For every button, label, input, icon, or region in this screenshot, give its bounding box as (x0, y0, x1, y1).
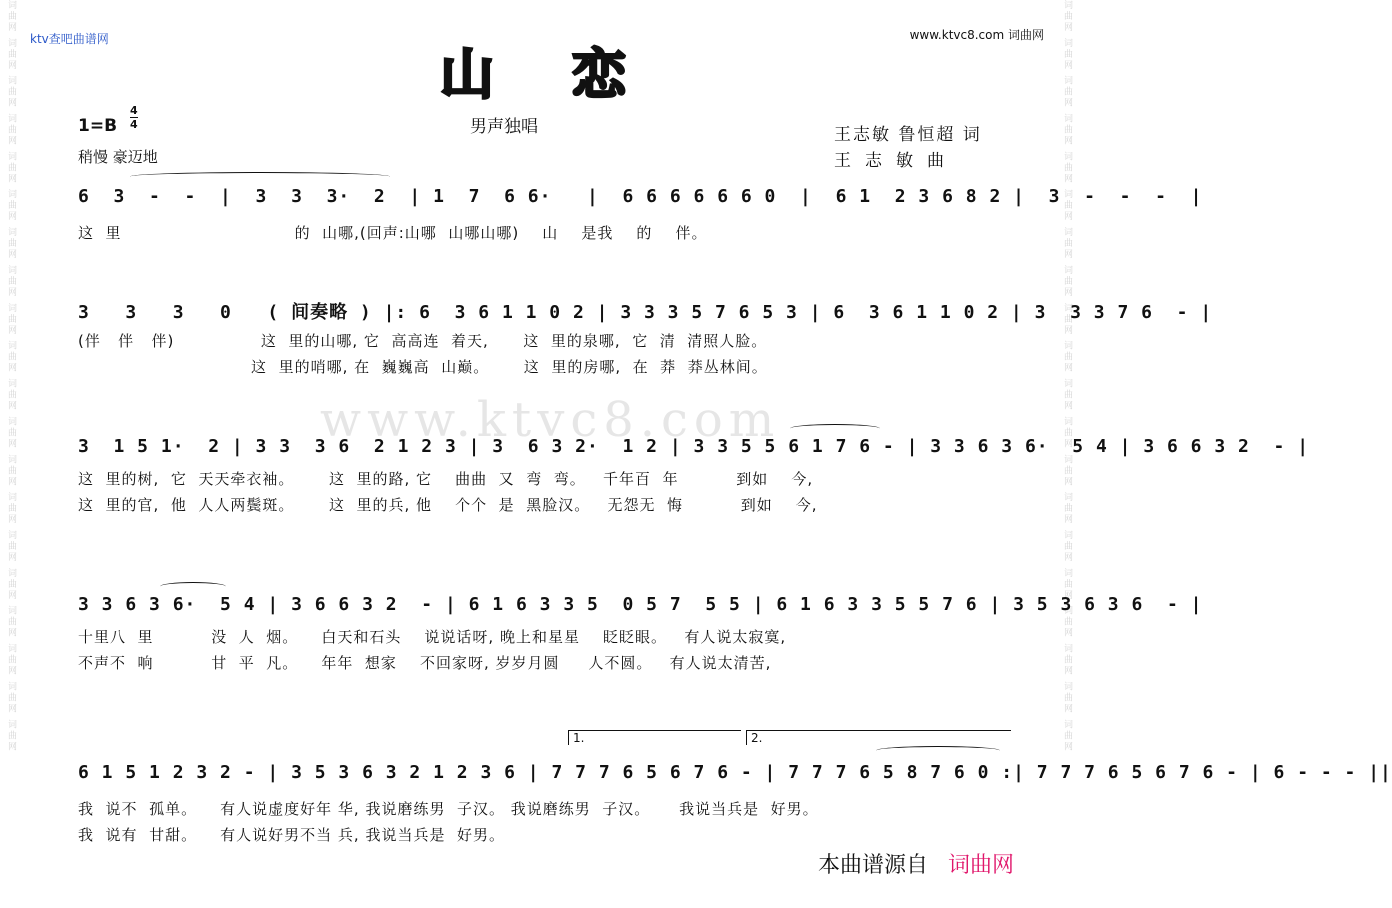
lyricist-credit: 王志敏 鲁恒超 词 (834, 125, 982, 145)
source-label: 本曲谱源自 (818, 853, 929, 878)
lyric-line-2a: (伴 伴 伴) 这 里的山哪, 它 高高连 着天, 这 里的泉哪, 它 清 清照人脸。 (78, 332, 768, 350)
performance-type: 男声独唱 (470, 117, 538, 137)
song-title: 山恋 (440, 43, 704, 106)
composer-credit: 王志敏曲 (834, 151, 958, 171)
notation-line-2: 3 3 3 0 ( 间奏略 ) |: 6 3 6 1 1 0 2 | 3 3 3 5 7 6 5 3 | 6 3 6 1 1 0 2 | 3 3 3 7 6 - | (78, 302, 1213, 323)
lyric-line-4a: 十里八 里 没 人 烟。 白天和石头 说说话呀, 晚上和星星 眨眨眼。 有人说太寂寞, (78, 628, 787, 646)
lyric-line-2b: 这 里的哨哪, 在 巍巍高 山巅。 这 里的房哪, 在 莽 莽丛林间。 (78, 358, 768, 376)
side-watermark-left: 词曲网 词曲网 词曲网 词曲网 词曲网 词曲网 词曲网 词曲网 词曲网 词曲网 词曲网 词曲网 词曲网 词曲网 词曲网 词曲网 词曲网 词曲网 词曲网 词曲网 (6, 0, 16, 753)
site-link-left[interactable]: ktv查吧曲谱网 (30, 32, 109, 46)
volta-second: 2. (746, 730, 1011, 745)
site-link-right[interactable]: www.ktvc8.com 词曲网 (909, 28, 1044, 42)
watermark: www.ktvc8.com (320, 392, 781, 448)
slur (130, 172, 390, 181)
volta-first: 1. (568, 730, 741, 745)
notation-line-5: 6 1 5 1 2 3 2 - | 3 5 3 6 3 2 1 2 3 6 | 7 7 7 6 5 6 7 6 - | 7 7 7 6 5 8 7 6 0 :| 7 7 7 6 5 6 7 6 - | 6 - - - || (78, 762, 1392, 783)
tempo-marking: 稍慢 豪迈地 (78, 148, 158, 166)
lyric-line-5a: 我 说不 孤单。 有人说虚度好年 华, 我说磨练男 子汉。 我说磨练男 子汉。 我说当兵是 好男。 (78, 800, 819, 818)
lyric-line-3a: 这 里的树, 它 天天牵衣袖。 这 里的路, 它 曲曲 又 弯 弯。 千年百 年 到如 今, (78, 470, 814, 488)
notation-line-3: 3 1 5 1· 2 | 3 3 3 6 2 1 2 3 | 3 6 3 2· 1 2 | 3 3 5 5 6 1 7 6 - | 3 3 6 3 6· 5 4 | 3 6 6 3 2 - | (78, 436, 1310, 457)
time-numerator: 4 (130, 104, 138, 117)
slur (160, 582, 226, 591)
slur (790, 424, 880, 433)
time-signature (130, 104, 138, 131)
lyric-line-4b: 不声不 响 甘 平 凡。 年年 想家 不回家呀, 岁岁月圆 人不圆。 有人说太清苦, (78, 654, 772, 672)
source-brand-link[interactable]: 词曲网 (948, 853, 1015, 878)
time-denominator: 4 (130, 118, 138, 131)
lyric-line-5b: 我 说有 甘甜。 有人说好男不当 兵, 我说当兵是 好男。 (78, 826, 505, 844)
lyric-line-1a: 这 里 的 山哪,(回声:山哪 山哪山哪) 山 是我 的 伴。 (78, 224, 708, 242)
slur (876, 746, 1000, 755)
source-credit (818, 848, 1014, 879)
key-signature: 1=B (78, 116, 118, 136)
notation-line-4: 3 3 6 3 6· 5 4 | 3 6 6 3 2 - | 6 1 6 3 3 5 0 5 7 5 5 | 6 1 6 3 3 5 5 7 6 | 3 5 3 6 3 6 - | (78, 594, 1203, 615)
side-watermark-right: 词曲网 词曲网 词曲网 词曲网 词曲网 词曲网 词曲网 词曲网 词曲网 词曲网 词曲网 词曲网 词曲网 词曲网 词曲网 词曲网 词曲网 词曲网 词曲网 词曲网 (1062, 0, 1072, 753)
notation-line-1: 6 3 - - | 3 3 3· 2 | 1 7 6 6· | 6 6 6 6 6 6 0 | 6 1 2 3 6 8 2 | 3 - - - | (78, 186, 1203, 207)
lyric-line-3b: 这 里的官, 他 人人两鬓斑。 这 里的兵, 他 个个 是 黑脸汉。 无怨无 悔 到如 今, (78, 496, 818, 514)
